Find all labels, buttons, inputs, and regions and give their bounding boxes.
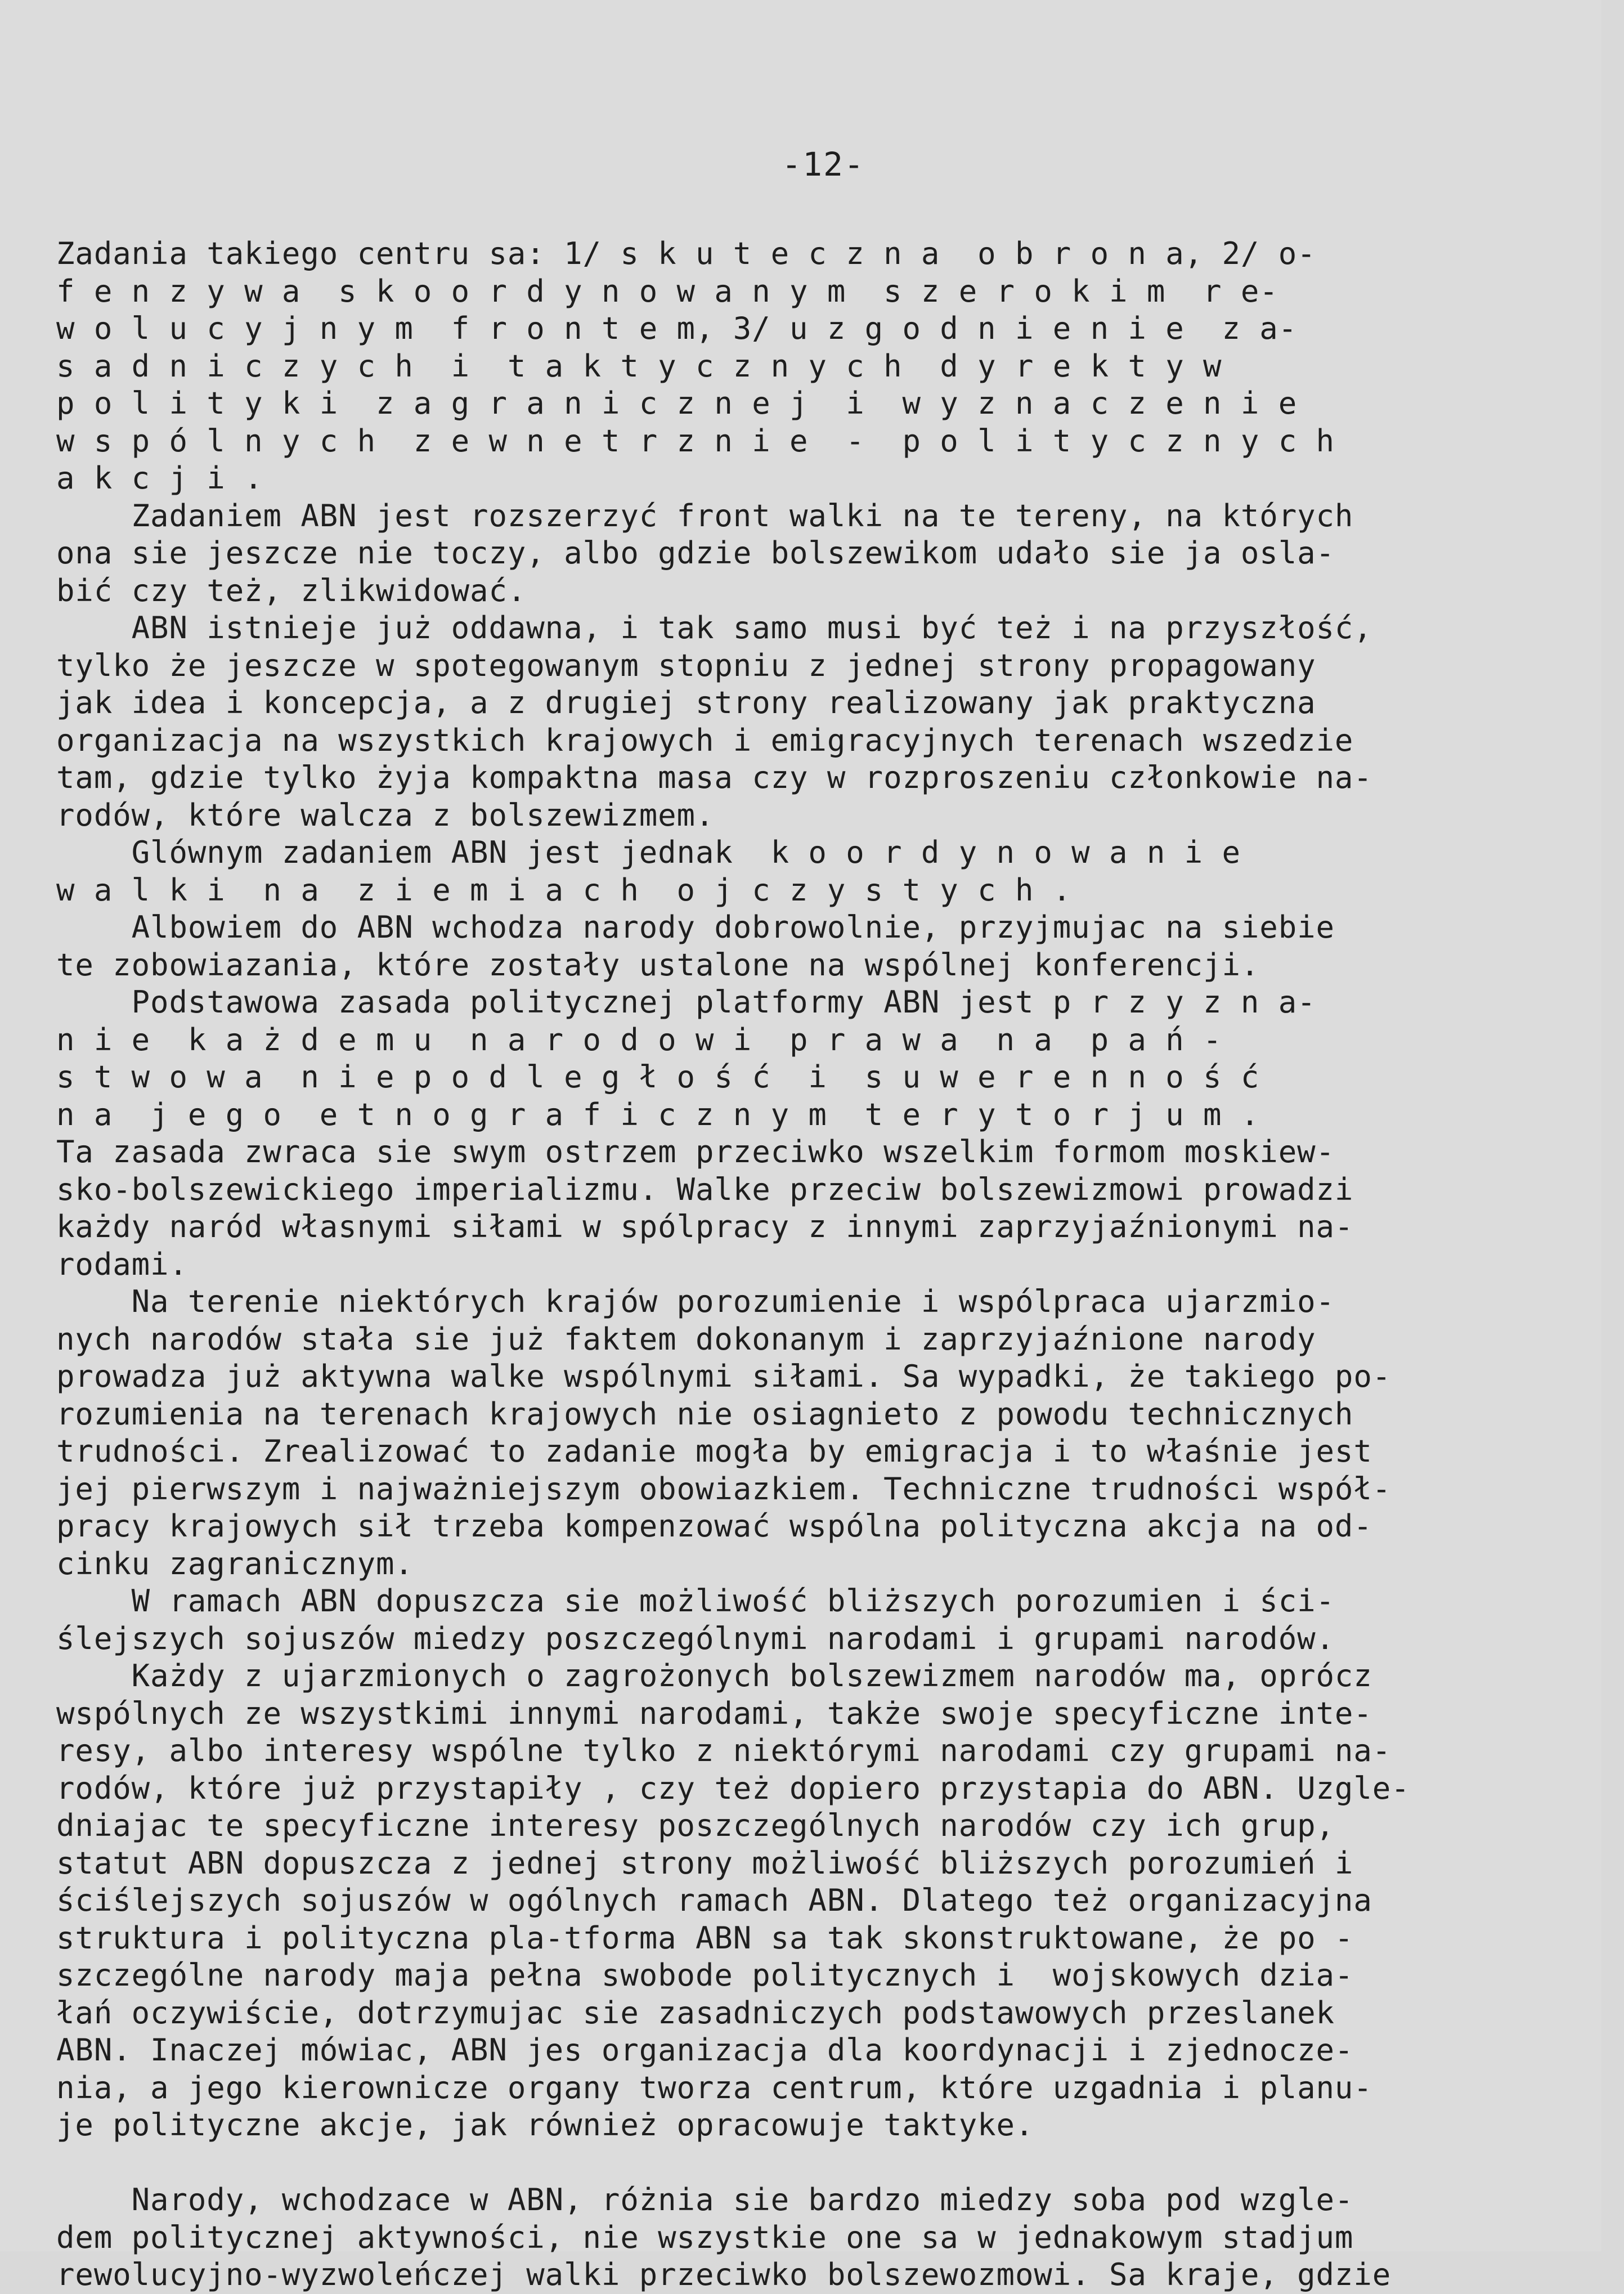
text-line: rodów, które walcza z bolszewizmem. xyxy=(56,797,715,833)
text-line: struktura i polityczna pla-tforma ABN sa tak skonstruktowane, że po - xyxy=(56,1920,1354,1956)
text-line: Albowiem do ABN wchodza narody dobrowolnie, przyjmujac na siebie xyxy=(56,909,1335,945)
text-line: je polityczne akcje, jak również opracowuje taktyke. xyxy=(56,2107,1034,2143)
text-line: te zobowiazania, które zostały ustalone na wspólnej konferencji. xyxy=(56,947,1260,983)
text-line: jej pierwszym i najważniejszym obowiazkiem. Techniczne trudności współ- xyxy=(56,1471,1392,1507)
text-line: rozumienia na terenach krajowych nie osiagnieto z powodu technicznych xyxy=(56,1396,1354,1432)
page-number: -12- xyxy=(782,145,865,183)
text-line: Glównym zadaniem ABN jest jednak k o o r d y n o w a n i e xyxy=(56,835,1241,870)
text-line: rodów, które już przystapiły , czy też dopiero przystapia do ABN. Uzgle- xyxy=(56,1770,1410,1806)
text-line: każdy naród własnymi siłami w spólpracy z innymi zaprzyjaźnionymi na- xyxy=(56,1209,1354,1244)
text-line: Zadania takiego centru sa: 1/ s k u t e c z n a o b r o n a, 2/ o- xyxy=(56,236,1316,271)
text-line: prowadza już aktywna walke wspólnymi siłami. Sa wypadki, że takiego po- xyxy=(56,1359,1392,1394)
text-line: Każdy z ujarzmionych o zagrożonych bolszewizmem narodów ma, oprócz xyxy=(56,1658,1372,1693)
text-line: sko-bolszewickiego imperializmu. Walke przeciw bolszewizmowi prowadzi xyxy=(56,1171,1354,1207)
text-line: ABN istnieje już oddawna, i tak samo musi być też i na przyszłość, xyxy=(56,610,1372,646)
text-line: Zadaniem ABN jest rozszerzyć front walki na te tereny, na których xyxy=(56,498,1354,534)
text-line: wspólnych ze wszystkimi innymi narodami, także swoje specyficzne inte- xyxy=(56,1695,1372,1731)
text-line: jak idea i koncepcja, a z drugiej strony realizowany jak praktyczna xyxy=(56,685,1316,720)
text-line: trudności. Zrealizować to zadanie mogła by emigracja i to właśnie jest xyxy=(56,1433,1372,1469)
text-line xyxy=(56,2144,1564,2182)
text-line: Ta zasada zwraca sie swym ostrzem przeciwko wszelkim formom moskiew- xyxy=(56,1134,1335,1170)
text-line: ślejszych sojuszów miedzy poszczególnymi narodami i grupami narodów. xyxy=(56,1620,1335,1656)
text-line: n a j e g o e t n o g r a f i c z n y m t e r y t o r j u m . xyxy=(56,1096,1260,1132)
text-line: Na terenie niektórych krajów porozumienie i wspólpraca ujarzmio- xyxy=(56,1284,1335,1319)
text-line: pracy krajowych sił trzeba kompenzować wspólna polityczna akcja na od- xyxy=(56,1508,1372,1544)
text-line: dem politycznej aktywności, nie wszystkie one sa w jednakowym stadjum xyxy=(56,2219,1354,2255)
text-line: p o l i t y k i z a g r a n i c z n e j i w y z n a c z e n i e xyxy=(56,386,1298,421)
text-line: cinku zagranicznym. xyxy=(56,1545,414,1581)
text-line: n i e k a ż d e m u n a r o d o w i p r a w a n a p a ń - xyxy=(56,1021,1222,1058)
text-line: a k c j i . xyxy=(56,460,263,496)
text-line: w o l u c y j n y m f r o n t e m, 3/ u z g o d n i e n i e z a- xyxy=(56,311,1298,346)
text-line: tam, gdzie tylko żyja kompaktna masa czy w rozproszeniu członkowie na- xyxy=(56,760,1372,795)
text-line: Podstawowa zasada politycznej platformy ABN jest p r z y z n a- xyxy=(56,984,1316,1020)
body-text xyxy=(56,235,1564,2294)
text-line: organizacja na wszystkich krajowych i emigracyjnych terenach wszedzie xyxy=(56,722,1354,758)
text-line: f e n z y w a s k o o r d y n o w a n y m s z e r o k i m r e- xyxy=(56,273,1278,309)
text-line: ściślejszych sojuszów w ogólnych ramach ABN. Dlatego też organizacyjna xyxy=(56,1883,1372,1918)
text-line: statut ABN dopuszcza z jednej strony możliwość bliższych porozumień i xyxy=(56,1845,1354,1881)
text-line: szczególne narody maja pełna swobode politycznych i wojskowych dzia- xyxy=(56,1957,1354,1993)
text-line: w a l k i n a z i e m i a c h o j c z y s t y c h . xyxy=(56,872,1072,908)
text-line: w s p ó l n y c h z e w n e t r z n i e - p o l i t y c z n y c h xyxy=(56,423,1335,459)
text-line: resy, albo interesy wspólne tylko z niektórymi narodami czy grupami na- xyxy=(56,1733,1392,1768)
text-line: W ramach ABN dopuszcza sie możliwość bliższych porozumien i ści- xyxy=(56,1583,1335,1619)
text-line: rodami. xyxy=(56,1246,188,1282)
text-line: dniajac te specyficzne interesy poszczególnych narodów czy ich grup, xyxy=(56,1808,1335,1843)
text-line: bić czy też, zlikwidować. xyxy=(56,572,527,608)
text-line: tylko że jeszcze w spotegowanym stopniu z jednej strony propagowany xyxy=(56,647,1316,683)
text-line: s t w o w a n i e p o d l e g ł o ś ć i s u w e r e n n o ś ć xyxy=(56,1059,1260,1095)
text-line: s a d n i c z y c h i t a k t y c z n y c h d y r e k t y w xyxy=(56,348,1222,384)
text-line: ABN. Inaczej mówiac, ABN jes organizacja dla koordynacji i zjednocze- xyxy=(56,2032,1354,2068)
text-line: Narody, wchodzace w ABN, różnia sie bardzo miedzy soba pod wzgle- xyxy=(56,2182,1354,2217)
text-line: rewolucyjno-wyzwoleńczej walki przeciwko bolszewozmowi. Sa kraje, gdzie xyxy=(56,2257,1392,2292)
text-line: łań oczywiście, dotrzymujac sie zasadniczych podstawowych przeslanek xyxy=(56,1995,1335,2031)
text-line: nych narodów stała sie już faktem dokonanym i zaprzyjaźnione narody xyxy=(56,1321,1316,1357)
text-line: ona sie jeszcze nie toczy, albo gdzie bolszewikom udało sie ja osla- xyxy=(56,535,1335,571)
text-line: nia, a jego kierownicze organy tworza centrum, które uzgadnia i planu- xyxy=(56,2069,1372,2105)
